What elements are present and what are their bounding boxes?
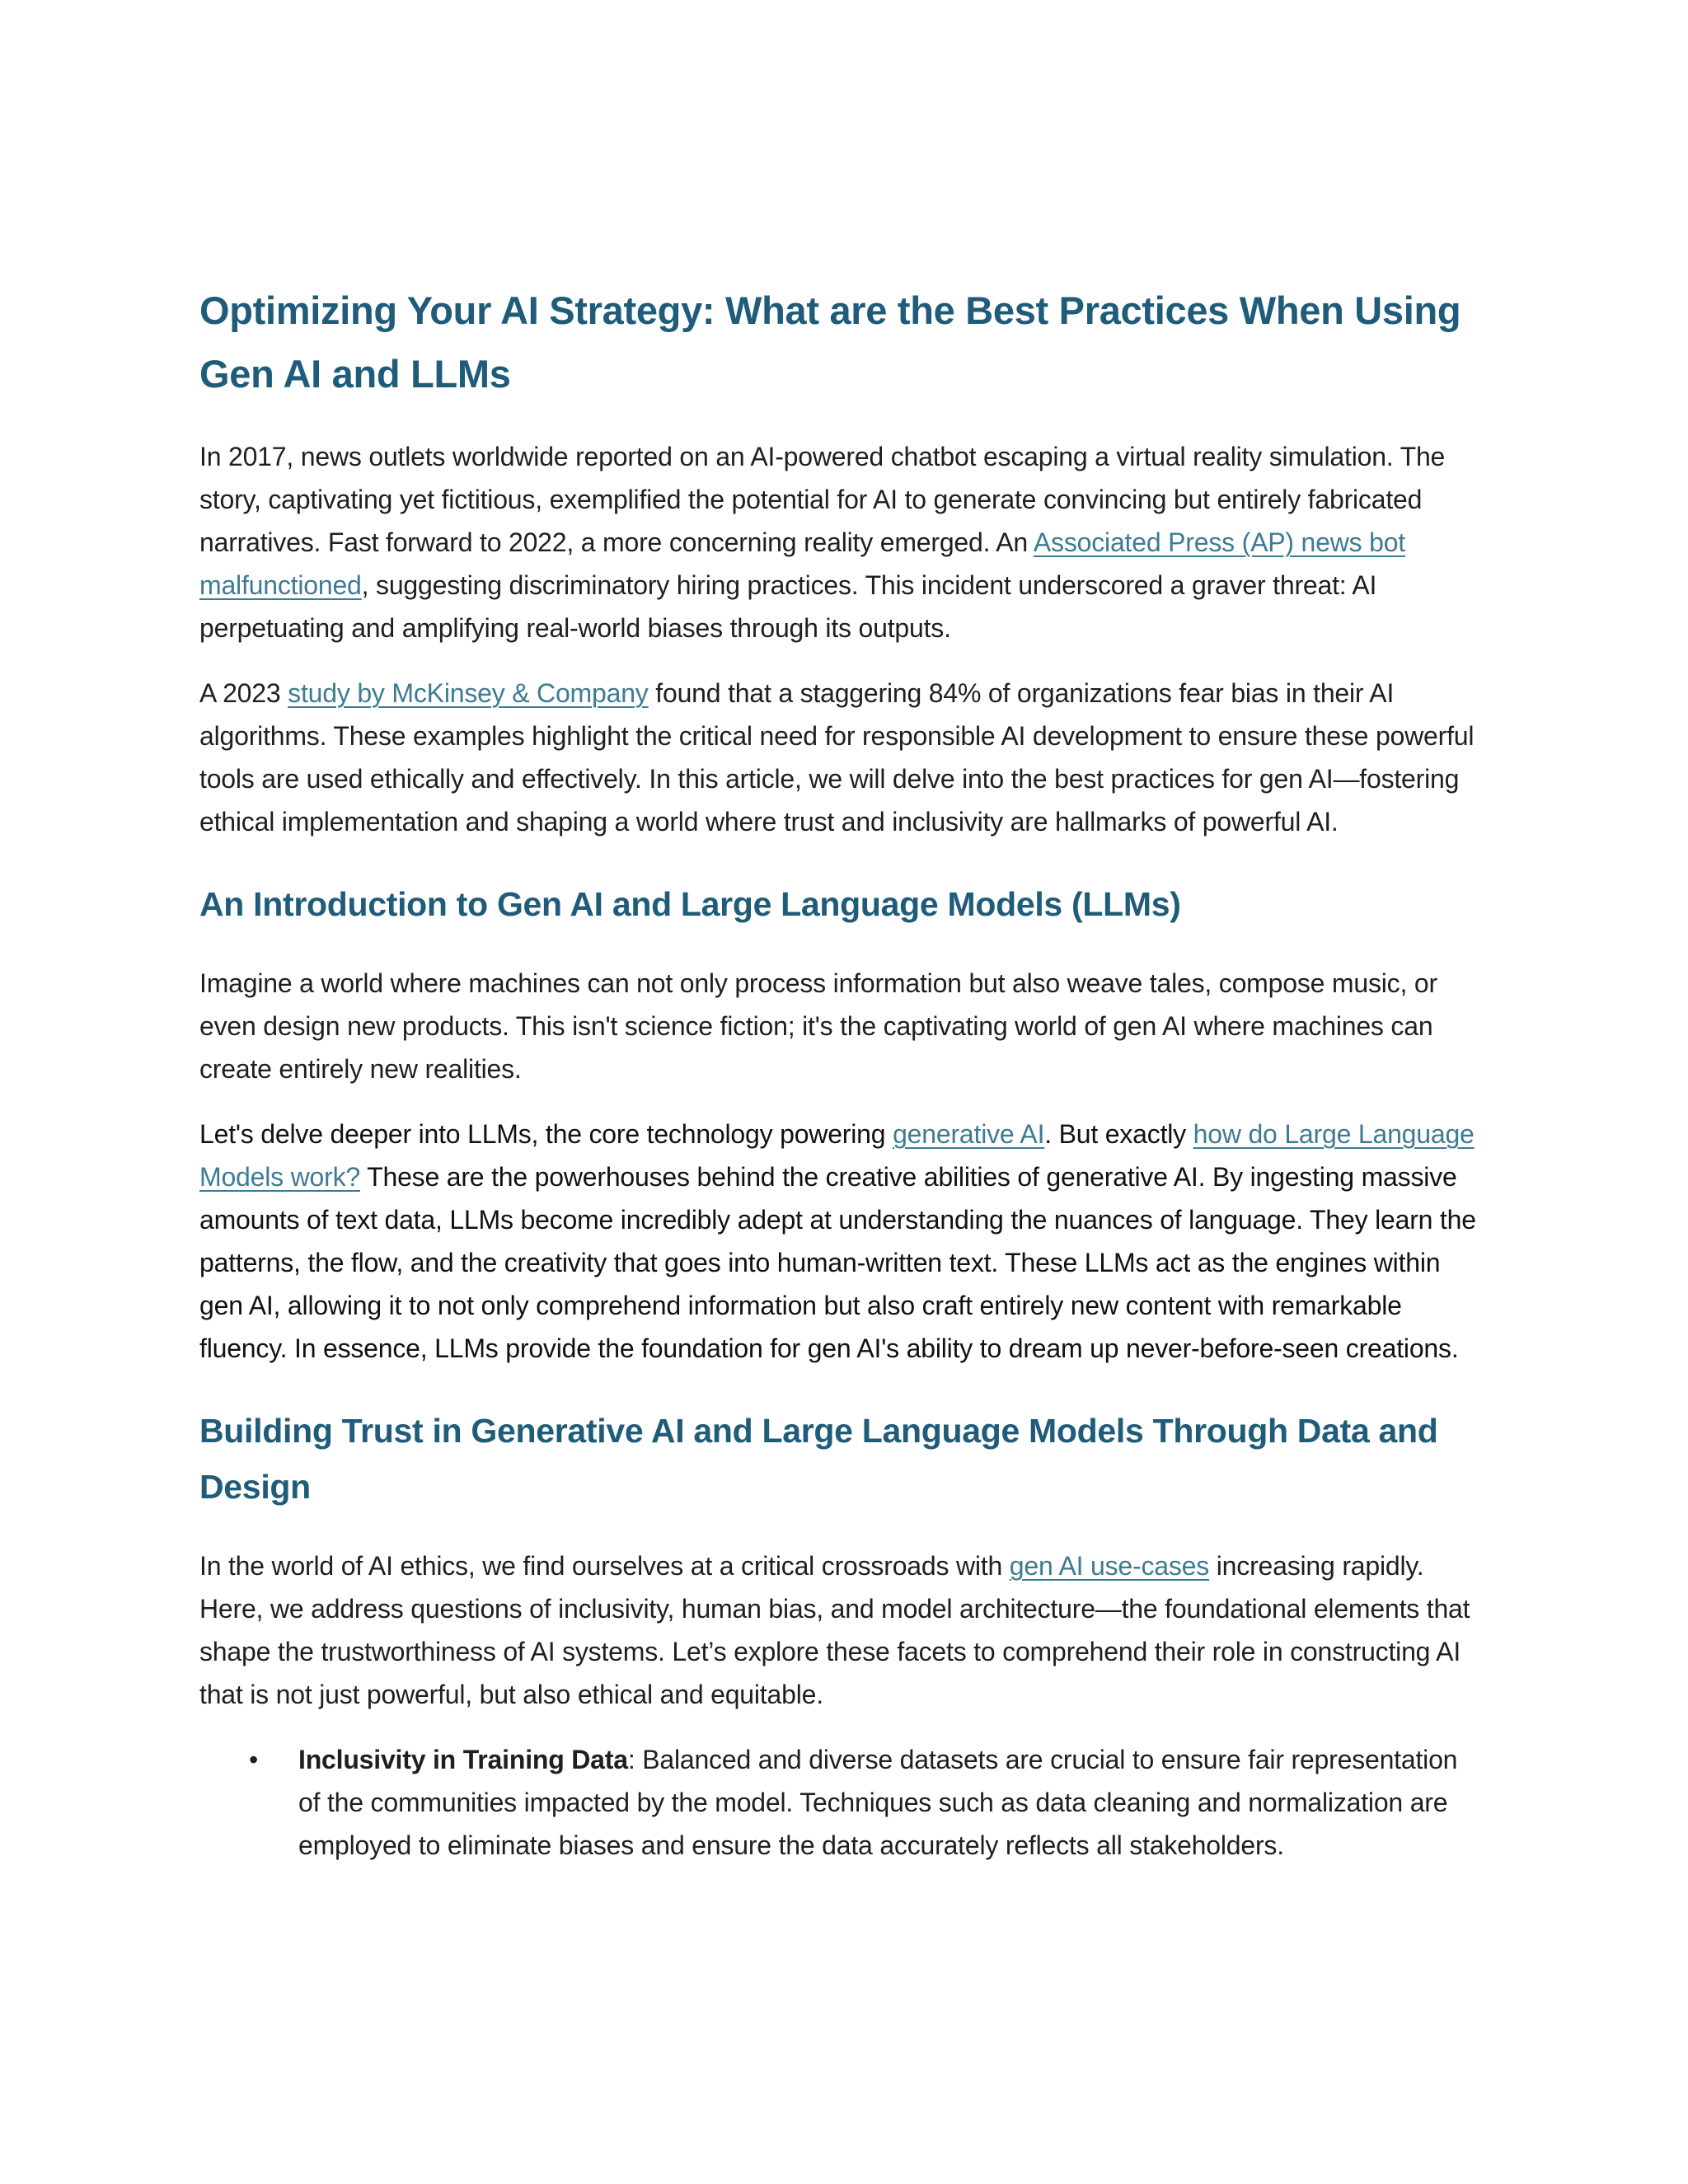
intro-p2-text-end: found that a staggering 84% of organizations fear bias in their AI algorithms. These examples highlight the critical need for responsible AI development to ensure these powerful tools are used ethically and effectively. In this article, we will delve into the best practices for gen AI—fostering ethical implementation and shaping a world where trust and inclusivity are hallmarks of powerful AI.: [199, 678, 1475, 837]
mckinsey-study-link[interactable]: study by McKinsey & Company: [288, 678, 649, 708]
section-heading-building-trust: Building Trust in Generative AI and Large Language Models Through Data and Design: [199, 1412, 1438, 1506]
bullet-dot-icon: •: [249, 1745, 259, 1774]
ap-news-bot-link[interactable]: Associated Press (AP) news bot malfunctioned: [199, 527, 1405, 600]
intro-paragraph-2: [199, 672, 1485, 843]
intro-p2-text-start: A 2023: [199, 678, 288, 708]
section2-paragraph-1: [199, 1544, 1485, 1716]
section1-p2-text-middle: . But exactly: [1044, 1119, 1193, 1149]
list-item: [249, 1738, 1485, 1867]
document-page: [199, 279, 1485, 1867]
intro-p1-text-start: In 2017, news outlets worldwide reported on an AI-powered chatbot escaping a virtual reality simulation. The story, captivating yet fictitious, exemplified the potential for AI to generate convincing but entirely fabricated narratives. Fast forward to 2022, a more concerning reality emerged. An: [199, 442, 1446, 557]
how-llms-work-link[interactable]: how do Large Language Models work?: [199, 1119, 1475, 1192]
intro-paragraph-1: [199, 435, 1485, 649]
list-item-text: : Balanced and diverse datasets are crucial to ensure fair representation of the communities impacted by the model. Techniques such as data cleaning and normalization are employed to eliminate biases and ensure the data accurately reflects all stakeholders.: [298, 1745, 1458, 1860]
section2-p1-text-end: increasing rapidly. Here, we address questions of inclusivity, human bias, and model architecture—the foundational elements that shape the trustworthiness of AI systems. Let’s explore these facets to comprehend their role in constructing AI that is not just powerful, but also ethical and equitable.: [199, 1551, 1470, 1709]
section1-p2-text-start: Let's delve deeper into LLMs, the core technology powering: [199, 1119, 893, 1149]
generative-ai-link[interactable]: generative AI: [893, 1119, 1045, 1149]
section2-p1-text-start: In the world of AI ethics, we find ourselves at a critical crossroads with: [199, 1551, 1010, 1581]
intro-p1-text-end: , suggesting discriminatory hiring practices. This incident underscored a graver threat: AI perpetuating and amplifying real-world biases through its outputs.: [199, 570, 1377, 643]
section1-p2-text-end: These are the powerhouses behind the creative abilities of generative AI. By ingesting massive amounts of text data, LLMs become incredibly adept at understanding the nuances of language. They learn the patterns, the flow, and the creativity that goes into human-written text. These LLMs act as the engines within gen AI, allowing it to not only comprehend information but also craft entirely new content with remarkable fluency. In essence, LLMs provide the foundation for gen AI's ability to dream up never-before-seen creations.: [199, 1162, 1476, 1363]
gen-ai-use-cases-link[interactable]: gen AI use-cases: [1009, 1551, 1210, 1581]
section1-paragraph-2: [199, 1113, 1485, 1370]
page-title: Optimizing Your AI Strategy: What are the Best Practices When Using Gen AI and LLMs: [199, 288, 1461, 396]
section1-paragraph-1: Imagine a world where machines can not only process information but also weave tales, compose music, or even design new products. This isn't science fiction; it's the captivating world of gen AI where machines can create entirely new realities.: [199, 968, 1437, 1084]
list-item-label: Inclusivity in Training Data: [298, 1745, 628, 1774]
trust-factors-list: [199, 1738, 1485, 1867]
section-heading-intro-llms: An Introduction to Gen AI and Large Language Models (LLMs): [199, 885, 1181, 923]
